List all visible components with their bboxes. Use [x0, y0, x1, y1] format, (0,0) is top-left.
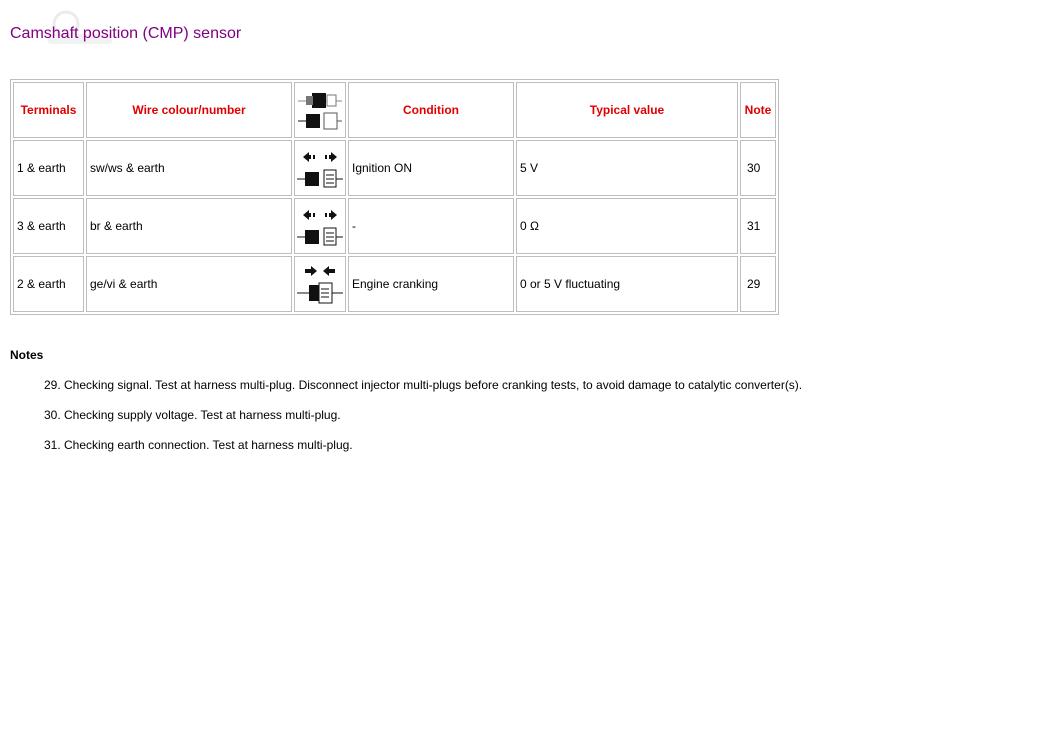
- plug-connector-icon: [296, 87, 344, 133]
- note-item: 29. Checking signal. Test at harness multi-plug. Disconnect injector multi-plugs before cranking tests, to avoid damage to catalytic converter(s).: [44, 378, 803, 392]
- cell-wire: br & earth: [86, 198, 292, 254]
- cell-terminals: 2 & earth: [13, 256, 84, 312]
- cell-wire: ge/vi & earth: [86, 256, 292, 312]
- page-title: Camshaft position (CMP) sensor: [10, 25, 242, 42]
- cell-terminals: 1 & earth: [13, 140, 84, 196]
- cell-note: 30: [740, 140, 776, 196]
- header-note: Note: [740, 82, 776, 138]
- cell-condition: Ignition ON: [348, 140, 514, 196]
- cell-plug: [294, 198, 346, 254]
- cell-condition: Engine cranking: [348, 256, 514, 312]
- cell-value: 0 Ω: [516, 198, 738, 254]
- cell-note: 29: [740, 256, 776, 312]
- header-wire: Wire colour/number: [86, 82, 292, 138]
- cell-note: 31: [740, 198, 776, 254]
- cell-terminals: 3 & earth: [13, 198, 84, 254]
- notes-heading: Notes: [10, 348, 44, 362]
- table-row: [13, 198, 776, 254]
- notes-list: [44, 378, 802, 468]
- disconnected-plug-icon: [295, 203, 345, 249]
- cell-plug: [294, 140, 346, 196]
- disconnected-plug-icon: [295, 145, 345, 191]
- header-typical-value: Typical value: [516, 82, 738, 138]
- measurement-table: [10, 79, 779, 315]
- connected-plug-icon: [295, 261, 345, 307]
- cell-value: 5 V: [516, 140, 738, 196]
- cell-wire: sw/ws & earth: [86, 140, 292, 196]
- header-plug-icon: [294, 82, 346, 138]
- table-row: [13, 256, 776, 312]
- table-row: [13, 140, 776, 196]
- note-item: 30. Checking supply voltage. Test at harness multi-plug.: [44, 408, 341, 422]
- cell-plug: [294, 256, 346, 312]
- header-condition: Condition: [348, 82, 514, 138]
- note-item: 31. Checking earth connection. Test at harness multi-plug.: [44, 438, 353, 452]
- cell-value: 0 or 5 V fluctuating: [516, 256, 738, 312]
- table-header-row: [13, 82, 776, 138]
- cell-condition: -: [348, 198, 514, 254]
- header-terminals: Terminals: [13, 82, 84, 138]
